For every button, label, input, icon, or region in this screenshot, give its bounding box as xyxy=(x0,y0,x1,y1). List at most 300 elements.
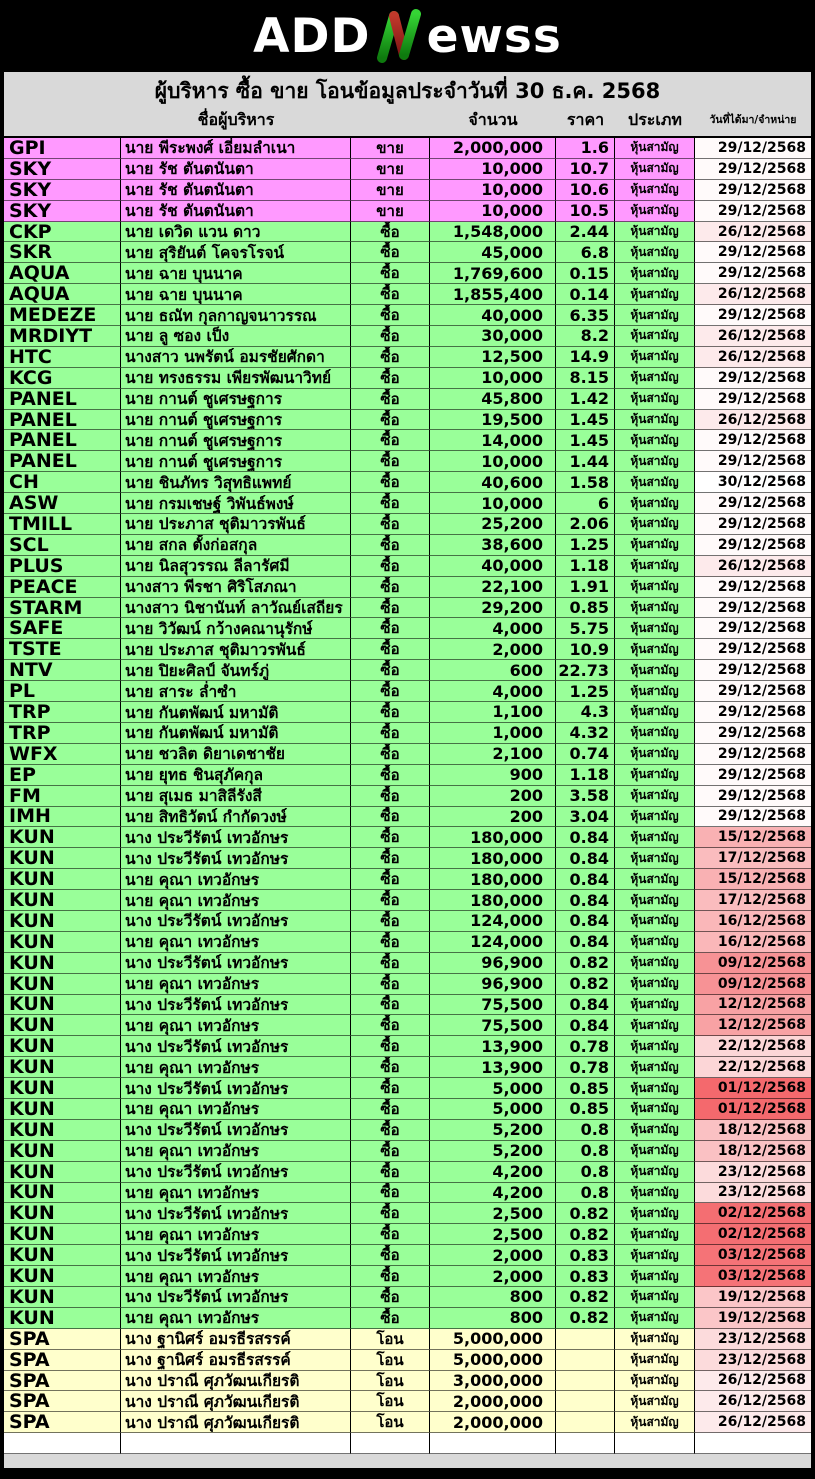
type-cell: หุ้นสามัญ xyxy=(615,284,695,305)
name-cell: นาย ยุทธ ชินสุภัคกุล xyxy=(121,765,351,786)
name-cell: นางสาว พีรชา ศิริโสภณา xyxy=(121,577,351,598)
name-cell: นาย กันตพัฒน์ มหามัติ xyxy=(121,723,351,744)
type-cell: หุ้นสามัญ xyxy=(615,1203,695,1224)
name-cell: นาย สาระ ล่ำซำ xyxy=(121,681,351,702)
amount-cell: 5,200 xyxy=(430,1120,556,1141)
amount-cell: 13,900 xyxy=(430,1036,556,1057)
ticker-cell: KUN xyxy=(4,1287,121,1308)
table-row xyxy=(4,786,811,807)
amount-cell: 800 xyxy=(430,1287,556,1308)
price-cell: 14.9 xyxy=(556,347,615,368)
amount-cell: 25,200 xyxy=(430,514,556,535)
amount-cell: 75,500 xyxy=(430,995,556,1016)
table-body xyxy=(4,138,811,1454)
type-cell: หุ้นสามัญ xyxy=(615,1036,695,1057)
date-cell: 15/12/2568 xyxy=(695,827,811,848)
price-cell: 1.91 xyxy=(556,577,615,598)
ticker-cell: KUN xyxy=(4,911,121,932)
table-row xyxy=(4,848,811,869)
amount-cell: 2,000,000 xyxy=(430,1391,556,1412)
table-row xyxy=(4,180,811,201)
price-cell: 0.84 xyxy=(556,1015,615,1036)
action-cell: ซื้อ xyxy=(351,284,430,305)
ticker-cell: SAFE xyxy=(4,618,121,639)
type-cell: หุ้นสามัญ xyxy=(615,1308,695,1329)
name-cell: นาย เดวิด แวน ดาว xyxy=(121,222,351,243)
action-cell: ซื้อ xyxy=(351,326,430,347)
ticker-cell: KUN xyxy=(4,1141,121,1162)
amount-cell: 124,000 xyxy=(430,932,556,953)
name-cell: นาง ฐานิศร์ อมรธีรสรรค์ xyxy=(121,1350,351,1371)
table-row xyxy=(4,1015,811,1036)
price-cell: 6 xyxy=(556,493,615,514)
date-cell: 18/12/2568 xyxy=(695,1141,811,1162)
date-cell: 16/12/2568 xyxy=(695,932,811,953)
type-cell: หุ้นสามัญ xyxy=(615,535,695,556)
table-row xyxy=(4,639,811,660)
price-cell: 1.18 xyxy=(556,556,615,577)
date-cell: 17/12/2568 xyxy=(695,890,811,911)
type-cell: หุ้นสามัญ xyxy=(615,639,695,660)
date-cell: 29/12/2568 xyxy=(695,535,811,556)
amount-cell: 10,000 xyxy=(430,159,556,180)
ticker-cell: KUN xyxy=(4,1203,121,1224)
type-cell: หุ้นสามัญ xyxy=(615,577,695,598)
price-cell: 1.45 xyxy=(556,410,615,431)
amount-cell: 5,000 xyxy=(430,1078,556,1099)
addnewss-logo xyxy=(253,8,562,64)
type-cell: หุ้นสามัญ xyxy=(615,660,695,681)
date-cell: 01/12/2568 xyxy=(695,1099,811,1120)
ticker-cell: AQUA xyxy=(4,263,121,284)
type-cell: หุ้นสามัญ xyxy=(615,1412,695,1433)
table-row xyxy=(4,953,811,974)
ticker-cell: KUN xyxy=(4,1245,121,1266)
type-cell: หุ้นสามัญ xyxy=(615,326,695,347)
type-cell: หุ้นสามัญ xyxy=(615,995,695,1016)
type-cell: หุ้นสามัญ xyxy=(615,389,695,410)
ticker-cell: KUN xyxy=(4,1162,121,1183)
action-cell: ซื้อ xyxy=(351,974,430,995)
date-cell: 29/12/2568 xyxy=(695,493,811,514)
action-cell: ซื้อ xyxy=(351,1162,430,1183)
amount-cell: 5,000,000 xyxy=(430,1329,556,1350)
ticker-cell: SPA xyxy=(4,1350,121,1371)
date-cell: 26/12/2568 xyxy=(695,284,811,305)
name-cell: นาง ปราณี ศุภวัฒนเกียรติ xyxy=(121,1371,351,1392)
name-cell: นาย สุเมธ มาสิลีรังสี xyxy=(121,786,351,807)
name-cell: นาง ปราณี ศุภวัฒนเกียรติ xyxy=(121,1391,351,1412)
ticker-cell: CKP xyxy=(4,222,121,243)
column-header-type: ประเภท xyxy=(628,110,682,129)
ticker-cell: KUN xyxy=(4,1224,121,1245)
date-cell: 26/12/2568 xyxy=(695,1412,811,1433)
ticker-cell: FM xyxy=(4,786,121,807)
action-cell: ซื้อ xyxy=(351,1120,430,1141)
date-cell: 26/12/2568 xyxy=(695,1391,811,1412)
column-header-date: วันที่ได้มา/จำหน่าย xyxy=(709,113,797,126)
action-cell: ซื้อ xyxy=(351,1078,430,1099)
name-cell: นาย รัช ตันตนันตา xyxy=(121,159,351,180)
action-cell: ซื้อ xyxy=(351,1057,430,1078)
amount-cell: 200 xyxy=(430,807,556,828)
amount-cell: 30,000 xyxy=(430,326,556,347)
table-row xyxy=(4,702,811,723)
name-cell: นาย สุริยันต์ โคจรโรจน์ xyxy=(121,242,351,263)
action-cell: ซื้อ xyxy=(351,1308,430,1329)
price-cell: 0.83 xyxy=(556,1245,615,1266)
ticker-cell: PANEL xyxy=(4,410,121,431)
amount-cell: 124,000 xyxy=(430,911,556,932)
page-title: ผู้บริหาร ซื้อ ขาย โอนข้อมูลประจำวันที่ 30 ธ.ค. 2568 xyxy=(154,79,661,103)
action-cell: ซื้อ xyxy=(351,389,430,410)
price-cell: 6.8 xyxy=(556,242,615,263)
price-cell: 0.84 xyxy=(556,932,615,953)
type-cell: หุ้นสามัญ xyxy=(615,1371,695,1392)
ticker-cell: KUN xyxy=(4,1078,121,1099)
name-cell: นาย ลู ซอง เป็ง xyxy=(121,326,351,347)
type-cell: หุ้นสามัญ xyxy=(615,869,695,890)
action-cell: ซื้อ xyxy=(351,890,430,911)
ticker-cell: KUN xyxy=(4,1057,121,1078)
action-cell: ซื้อ xyxy=(351,347,430,368)
name-cell: นาย ปิยะศิลป์ จันทร์ภู่ xyxy=(121,660,351,681)
table-row xyxy=(4,326,811,347)
amount-cell: 10,000 xyxy=(430,180,556,201)
price-cell: 0.15 xyxy=(556,263,615,284)
ticker-cell: PEACE xyxy=(4,577,121,598)
date-cell: 22/12/2568 xyxy=(695,1036,811,1057)
type-cell: หุ้นสามัญ xyxy=(615,159,695,180)
amount-cell: 4,000 xyxy=(430,618,556,639)
date-cell: 29/12/2568 xyxy=(695,138,811,159)
action-cell: ซื้อ xyxy=(351,807,430,828)
date-cell: 30/12/2568 xyxy=(695,472,811,493)
price-cell: 10.7 xyxy=(556,159,615,180)
ticker-cell: PL xyxy=(4,681,121,702)
date-cell: 26/12/2568 xyxy=(695,326,811,347)
name-cell: นาย สิทธิวัตน์ กำกัดวงษ์ xyxy=(121,807,351,828)
amount-cell: 900 xyxy=(430,765,556,786)
date-cell: 29/12/2568 xyxy=(695,305,811,326)
amount-cell: 40,000 xyxy=(430,556,556,577)
amount-cell: 200 xyxy=(430,786,556,807)
ticker-cell: SPA xyxy=(4,1412,121,1433)
name-cell: นาย นิลสุวรรณ ลีลารัศมี xyxy=(121,556,351,577)
type-cell: หุ้นสามัญ xyxy=(615,618,695,639)
table-row xyxy=(4,1308,811,1329)
table-row xyxy=(4,1036,811,1057)
table-row xyxy=(4,1412,811,1433)
ticker-cell: KUN xyxy=(4,1266,121,1287)
date-cell: 29/12/2568 xyxy=(695,744,811,765)
action-cell: ซื้อ xyxy=(351,305,430,326)
date-cell: 26/12/2568 xyxy=(695,556,811,577)
logo-text-add: ADD xyxy=(253,8,371,64)
date-cell: 29/12/2568 xyxy=(695,159,811,180)
logo-band xyxy=(0,0,815,72)
date-cell: 01/12/2568 xyxy=(695,1078,811,1099)
price-cell: 0.82 xyxy=(556,1203,615,1224)
name-cell: นาง ประวีรัตน์ เทวอักษร xyxy=(121,1078,351,1099)
amount-cell: 45,800 xyxy=(430,389,556,410)
type-cell: หุ้นสามัญ xyxy=(615,410,695,431)
amount-cell: 4,200 xyxy=(430,1183,556,1204)
date-cell: 29/12/2568 xyxy=(695,389,811,410)
ticker-cell: KUN xyxy=(4,890,121,911)
action-cell: ซื้อ xyxy=(351,514,430,535)
type-cell: หุ้นสามัญ xyxy=(615,932,695,953)
table-row xyxy=(4,159,811,180)
table-row xyxy=(4,201,811,222)
table-row xyxy=(4,1329,811,1350)
ticker-cell: NTV xyxy=(4,660,121,681)
date-cell: 29/12/2568 xyxy=(695,786,811,807)
price-cell: 0.8 xyxy=(556,1141,615,1162)
table-row xyxy=(4,1183,811,1204)
amount-cell: 5,000 xyxy=(430,1099,556,1120)
ticker-cell: SKY xyxy=(4,180,121,201)
table-row xyxy=(4,1287,811,1308)
table-row xyxy=(4,723,811,744)
amount-cell: 2,000 xyxy=(430,639,556,660)
type-cell: หุ้นสามัญ xyxy=(615,451,695,472)
type-cell: หุ้นสามัญ xyxy=(615,347,695,368)
table-row xyxy=(4,1099,811,1120)
action-cell: ขาย xyxy=(351,159,430,180)
table-row xyxy=(4,681,811,702)
amount-cell: 600 xyxy=(430,660,556,681)
type-cell: หุ้นสามัญ xyxy=(615,1099,695,1120)
price-cell: 4.32 xyxy=(556,723,615,744)
date-cell: 26/12/2568 xyxy=(695,222,811,243)
amount-cell: 75,500 xyxy=(430,1015,556,1036)
name-cell: นาย สกล ตั้งก่อสกุล xyxy=(121,535,351,556)
price-cell: 0.85 xyxy=(556,598,615,619)
date-cell: 09/12/2568 xyxy=(695,953,811,974)
type-cell: หุ้นสามัญ xyxy=(615,430,695,451)
name-cell: นาง ปราณี ศุภวัฒนเกียรติ xyxy=(121,1412,351,1433)
action-cell: ซื้อ xyxy=(351,1224,430,1245)
date-cell: 29/12/2568 xyxy=(695,598,811,619)
amount-cell: 2,500 xyxy=(430,1224,556,1245)
action-cell: ซื้อ xyxy=(351,222,430,243)
date-cell: 19/12/2568 xyxy=(695,1287,811,1308)
table-row xyxy=(4,660,811,681)
type-cell: หุ้นสามัญ xyxy=(615,222,695,243)
action-cell: ซื้อ xyxy=(351,660,430,681)
name-cell: นาย รัช ตันตนันตา xyxy=(121,180,351,201)
price-cell: 22.73 xyxy=(556,660,615,681)
ticker-cell: KUN xyxy=(4,1036,121,1057)
action-cell: ซื้อ xyxy=(351,598,430,619)
price-cell: 1.58 xyxy=(556,472,615,493)
table-row xyxy=(4,1057,811,1078)
type-cell: หุ้นสามัญ xyxy=(615,1120,695,1141)
action-cell: ซื้อ xyxy=(351,995,430,1016)
price-cell: 0.83 xyxy=(556,1266,615,1287)
name-cell: นาย ทรงธรรม เพียรพัฒนาวิทย์ xyxy=(121,368,351,389)
table-row xyxy=(4,138,811,159)
amount-cell: 2,100 xyxy=(430,744,556,765)
table-row xyxy=(4,472,811,493)
table-row xyxy=(4,618,811,639)
name-cell: นาย รัช ตันตนันตา xyxy=(121,201,351,222)
table-row xyxy=(4,974,811,995)
table-row xyxy=(4,514,811,535)
name-cell: นาง ประวีรัตน์ เทวอักษร xyxy=(121,1287,351,1308)
name-cell: นาง ฐานิศร์ อมรธีรสรรค์ xyxy=(121,1329,351,1350)
price-cell: 8.2 xyxy=(556,326,615,347)
price-cell: 0.85 xyxy=(556,1078,615,1099)
name-cell xyxy=(121,1433,351,1454)
name-cell: นาย คุณา เทวอักษร xyxy=(121,890,351,911)
type-cell: หุ้นสามัญ xyxy=(615,681,695,702)
name-cell: นาย ประภาส ชุติมาวรพันธ์ xyxy=(121,639,351,660)
type-cell: หุ้นสามัญ xyxy=(615,1224,695,1245)
amount-cell: 2,500 xyxy=(430,1203,556,1224)
ticker-cell: KUN xyxy=(4,1183,121,1204)
ticker-cell: KUN xyxy=(4,932,121,953)
table-row xyxy=(4,263,811,284)
name-cell: นาง ประวีรัตน์ เทวอักษร xyxy=(121,1245,351,1266)
name-cell: นาย กรมเชษฐ์ วิพันธ์พงษ์ xyxy=(121,493,351,514)
amount-cell: 96,900 xyxy=(430,974,556,995)
amount-cell: 4,000 xyxy=(430,681,556,702)
action-cell: ซื้อ xyxy=(351,702,430,723)
name-cell: นาย คุณา เทวอักษร xyxy=(121,869,351,890)
price-cell xyxy=(556,1371,615,1392)
amount-cell: 1,100 xyxy=(430,702,556,723)
date-cell: 29/12/2568 xyxy=(695,765,811,786)
price-cell: 10.5 xyxy=(556,201,615,222)
name-cell: นาง ประวีรัตน์ เทวอักษร xyxy=(121,827,351,848)
ticker-cell: KUN xyxy=(4,1015,121,1036)
price-cell: 0.84 xyxy=(556,869,615,890)
ticker-cell: ASW xyxy=(4,493,121,514)
action-cell: ซื้อ xyxy=(351,618,430,639)
amount-cell: 40,000 xyxy=(430,305,556,326)
type-cell: หุ้นสามัญ xyxy=(615,1057,695,1078)
date-cell: 23/12/2568 xyxy=(695,1350,811,1371)
table-row xyxy=(4,1266,811,1287)
logo-text-ewss: ewss xyxy=(426,8,562,64)
price-cell: 10.6 xyxy=(556,180,615,201)
amount-cell: 2,000 xyxy=(430,1266,556,1287)
type-cell: หุ้นสามัญ xyxy=(615,1266,695,1287)
name-cell: นาย คุณา เทวอักษร xyxy=(121,1141,351,1162)
amount-cell: 45,000 xyxy=(430,242,556,263)
ticker-cell: PANEL xyxy=(4,451,121,472)
price-cell: 0.82 xyxy=(556,1308,615,1329)
type-cell: หุ้นสามัญ xyxy=(615,556,695,577)
date-cell: 29/12/2568 xyxy=(695,368,811,389)
type-cell: หุ้นสามัญ xyxy=(615,1287,695,1308)
ticker-cell: PANEL xyxy=(4,389,121,410)
date-cell: 12/12/2568 xyxy=(695,1015,811,1036)
ticker-cell: GPI xyxy=(4,138,121,159)
header-band xyxy=(4,72,811,138)
action-cell: ซื้อ xyxy=(351,765,430,786)
ticker-cell: KUN xyxy=(4,1099,121,1120)
action-cell: ซื้อ xyxy=(351,1266,430,1287)
type-cell: หุ้นสามัญ xyxy=(615,1141,695,1162)
price-cell: 0.14 xyxy=(556,284,615,305)
date-cell: 22/12/2568 xyxy=(695,1057,811,1078)
amount-cell: 180,000 xyxy=(430,848,556,869)
column-header-row xyxy=(4,106,811,134)
type-cell: หุ้นสามัญ xyxy=(615,974,695,995)
action-cell: ซื้อ xyxy=(351,639,430,660)
type-cell: หุ้นสามัญ xyxy=(615,1350,695,1371)
column-header-amount: จำนวน xyxy=(468,110,518,129)
amount-cell: 2,000,000 xyxy=(430,138,556,159)
bottom-strip xyxy=(4,1454,811,1468)
name-cell: นาง ประวีรัตน์ เทวอักษร xyxy=(121,1036,351,1057)
price-cell xyxy=(556,1350,615,1371)
amount-cell: 1,548,000 xyxy=(430,222,556,243)
type-cell: หุ้นสามัญ xyxy=(615,1329,695,1350)
action-cell: โอน xyxy=(351,1371,430,1392)
ticker-cell: KUN xyxy=(4,974,121,995)
name-cell: นาย คุณา เทวอักษร xyxy=(121,1308,351,1329)
type-cell: หุ้นสามัญ xyxy=(615,263,695,284)
price-cell: 0.84 xyxy=(556,848,615,869)
action-cell: ซื้อ xyxy=(351,827,430,848)
price-cell: 0.82 xyxy=(556,1224,615,1245)
type-cell: หุ้นสามัญ xyxy=(615,702,695,723)
date-cell: 03/12/2568 xyxy=(695,1245,811,1266)
ticker-cell: MRDIYT xyxy=(4,326,121,347)
type-cell: หุ้นสามัญ xyxy=(615,472,695,493)
action-cell: ขาย xyxy=(351,180,430,201)
date-cell: 29/12/2568 xyxy=(695,180,811,201)
action-cell: ซื้อ xyxy=(351,1099,430,1120)
amount-cell: 29,200 xyxy=(430,598,556,619)
table-row xyxy=(4,577,811,598)
type-cell: หุ้นสามัญ xyxy=(615,242,695,263)
amount-cell: 4,200 xyxy=(430,1162,556,1183)
action-cell: ซื้อ xyxy=(351,723,430,744)
type-cell: หุ้นสามัญ xyxy=(615,1015,695,1036)
type-cell xyxy=(615,1433,695,1454)
action-cell: ซื้อ xyxy=(351,556,430,577)
date-cell: 29/12/2568 xyxy=(695,242,811,263)
type-cell: หุ้นสามัญ xyxy=(615,598,695,619)
price-cell: 0.85 xyxy=(556,1099,615,1120)
type-cell: หุ้นสามัญ xyxy=(615,368,695,389)
type-cell: หุ้นสามัญ xyxy=(615,1183,695,1204)
type-cell: หุ้นสามัญ xyxy=(615,1078,695,1099)
date-cell: 18/12/2568 xyxy=(695,1120,811,1141)
table-row xyxy=(4,911,811,932)
amount-cell: 10,000 xyxy=(430,451,556,472)
name-cell: นาย กานต์ ชูเศรษฐการ xyxy=(121,430,351,451)
type-cell: หุ้นสามัญ xyxy=(615,514,695,535)
table-row xyxy=(4,827,811,848)
name-cell: นางสาว นิชานันท์ ลาวัณย์เสถียร xyxy=(121,598,351,619)
table-row xyxy=(4,765,811,786)
price-cell: 1.44 xyxy=(556,451,615,472)
action-cell: โอน xyxy=(351,1412,430,1433)
action-cell: ซื้อ xyxy=(351,242,430,263)
table-row xyxy=(4,284,811,305)
ticker-cell: HTC xyxy=(4,347,121,368)
action-cell: ซื้อ xyxy=(351,1141,430,1162)
price-cell: 0.84 xyxy=(556,890,615,911)
ticker-cell: TRP xyxy=(4,702,121,723)
action-cell: ขาย xyxy=(351,201,430,222)
